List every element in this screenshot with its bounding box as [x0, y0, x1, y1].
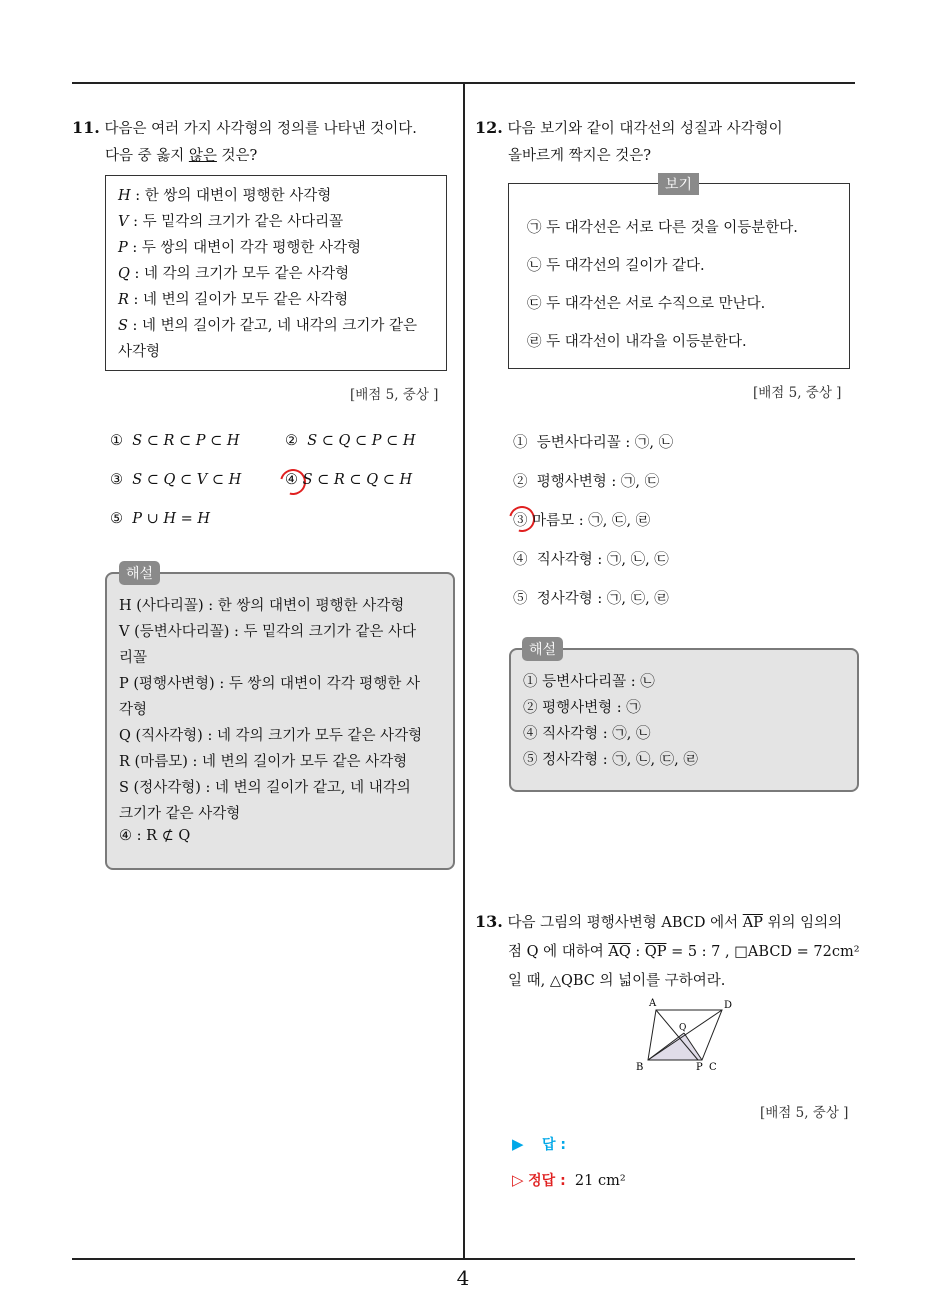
- choice-2[interactable]: ② 평행사변형 : ㉠, ㉢: [513, 474, 660, 490]
- definition-line: Q : 네 각의 크기가 모두 같은 사각형: [118, 266, 350, 282]
- question-text-line1: 다음은 여러 가지 사각형의 정의를 나타낸 것이다.: [104, 121, 417, 137]
- answer-label: 답 :: [541, 1137, 566, 1153]
- choice-2[interactable]: ② S ⊂ Q ⊂ P ⊂ H: [285, 433, 416, 449]
- explanation-tag: 해설: [119, 561, 160, 585]
- question-13: [475, 907, 865, 996]
- question-text: :: [630, 944, 645, 960]
- bogi-item: ㉣ 두 대각선이 내각을 이등분한다.: [527, 334, 747, 350]
- explanation-box: [509, 648, 859, 792]
- correct-label: 정답 :: [528, 1173, 566, 1189]
- question-text: 다음 그림의 평행사변형 ABCD 에서: [507, 915, 743, 931]
- choice-5[interactable]: ⑤ P ∪ H = H: [110, 511, 211, 527]
- page-number: 4: [456, 1266, 470, 1290]
- question-number: 12.: [475, 118, 503, 137]
- label-B: B: [636, 1062, 644, 1073]
- answer-row: [512, 1134, 566, 1154]
- definition-box: [105, 175, 447, 371]
- question-11: [72, 114, 452, 170]
- question-text: 점 Q 에 대하여: [508, 944, 609, 960]
- question-text: = 5 : 7 , □ABCD = 72cm²: [666, 944, 860, 960]
- explanation-line: ⑤ 정사각형 : ㉠, ㉡, ㉢, ㉣: [523, 752, 698, 768]
- bogi-box: [508, 183, 850, 369]
- explanation-line: ② 평행사변형 : ㉠: [523, 700, 641, 716]
- explanation-line: ④ : R ⊄ Q: [119, 828, 191, 844]
- triangle-QBC-shaded: [648, 1033, 702, 1060]
- choice-3[interactable]: ③ 마름모 : ㉠, ㉢, ㉣: [513, 513, 651, 529]
- definition-line: P : 두 쌍의 대변이 각각 평행한 사각형: [118, 240, 362, 256]
- choice-5[interactable]: ⑤ 정사각형 : ㉠, ㉢, ㉣: [513, 591, 669, 607]
- explanation-box: [105, 572, 455, 870]
- choice-1[interactable]: ① S ⊂ R ⊂ P ⊂ H: [110, 433, 240, 449]
- score-label: [배점 5, 중상 ]: [760, 1105, 849, 1121]
- correct-value: 21 cm²: [574, 1173, 626, 1189]
- bottom-rule: [72, 1258, 855, 1260]
- definition-line: S : 네 변의 길이가 같고, 네 내각의 크기가 같은: [118, 318, 418, 334]
- question-number: 13.: [475, 912, 503, 931]
- label-Q: Q: [679, 1023, 687, 1033]
- question-text-line2-pre: 다음 중 옳지: [105, 148, 189, 164]
- choice-3[interactable]: ③ S ⊂ Q ⊂ V ⊂ H: [110, 472, 242, 488]
- definition-line: H : 한 쌍의 대변이 평행한 사각형: [118, 188, 332, 204]
- definition-line: R : 네 변의 길이가 모두 같은 사각형: [118, 292, 349, 308]
- segment-AQ: $\overline{AQ}$: [608, 944, 631, 960]
- explanation-line: P (평행사변형) : 두 쌍의 대변이 각각 평행한 사: [119, 676, 420, 692]
- explanation-line: 리꼴: [119, 650, 148, 666]
- segment-AP: $\overline{AP}$: [742, 915, 763, 931]
- question-text-line2: 올바르게 짝지은 것은?: [508, 148, 652, 164]
- question-text-underlined: 않은: [188, 148, 217, 164]
- label-C: C: [709, 1062, 717, 1073]
- question-number: 11.: [72, 118, 100, 137]
- explanation-line: R (마름모) : 네 변의 길이가 모두 같은 사각형: [119, 754, 408, 770]
- question-12: [475, 114, 855, 170]
- label-P: P: [696, 1062, 703, 1073]
- definition-line: 사각형: [118, 344, 161, 360]
- column-divider: [463, 82, 465, 1258]
- outline-play-arrow-icon: ▷: [512, 1171, 524, 1189]
- bogi-item: ㉡ 두 대각선의 길이가 같다.: [527, 258, 705, 274]
- explanation-line: Q (직사각형) : 네 각의 크기가 모두 같은 사각형: [119, 728, 423, 744]
- parallelogram-figure: [630, 996, 740, 1074]
- question-text: 위의 임의의: [762, 915, 843, 931]
- play-arrow-icon: ▶: [512, 1135, 524, 1153]
- explanation-line: 각형: [119, 702, 148, 718]
- bogi-item: ㉠ 두 대각선은 서로 다른 것을 이등분한다.: [527, 220, 798, 236]
- explanation-line: V (등변사다리꼴) : 두 밑각의 크기가 같은 사다: [119, 624, 417, 640]
- bogi-item: ㉢ 두 대각선은 서로 수직으로 만난다.: [527, 296, 766, 312]
- question-text-line1: 다음 보기와 같이 대각선의 성질과 사각형이: [507, 121, 783, 137]
- segment-QP: $\overline{QP}$: [644, 944, 667, 960]
- explanation-tag: 해설: [522, 637, 563, 661]
- explanation-line: ④ 직사각형 : ㉠, ㉡: [523, 726, 651, 742]
- choice-1[interactable]: ① 등변사다리꼴 : ㉠, ㉡: [513, 435, 674, 451]
- bogi-tag: 보기: [658, 173, 699, 195]
- explanation-line: H (사다리꼴) : 한 쌍의 대변이 평행한 사각형: [119, 598, 405, 614]
- explanation-line: ① 등변사다리꼴 : ㉡: [523, 674, 655, 690]
- choice-4[interactable]: ④ 직사각형 : ㉠, ㉡, ㉢: [513, 552, 669, 568]
- correct-answer-row: [512, 1170, 626, 1190]
- label-A: A: [649, 998, 657, 1009]
- choice-4[interactable]: ④ S ⊂ R ⊂ Q ⊂ H: [285, 472, 413, 488]
- label-D: D: [724, 1000, 733, 1011]
- score-label: [배점 5, 중상 ]: [350, 387, 439, 403]
- explanation-line: 크기가 같은 사각형: [119, 806, 241, 822]
- question-text-line2-post: 것은?: [216, 148, 258, 164]
- score-label: [배점 5, 중상 ]: [753, 385, 842, 401]
- question-text: 일 때, △QBC 의 넓이를 구하여라.: [508, 973, 726, 989]
- definition-line: V : 두 밑각의 크기가 같은 사다리꼴: [118, 214, 344, 230]
- explanation-line: S (정사각형) : 네 변의 길이가 같고, 네 내각의: [119, 780, 411, 796]
